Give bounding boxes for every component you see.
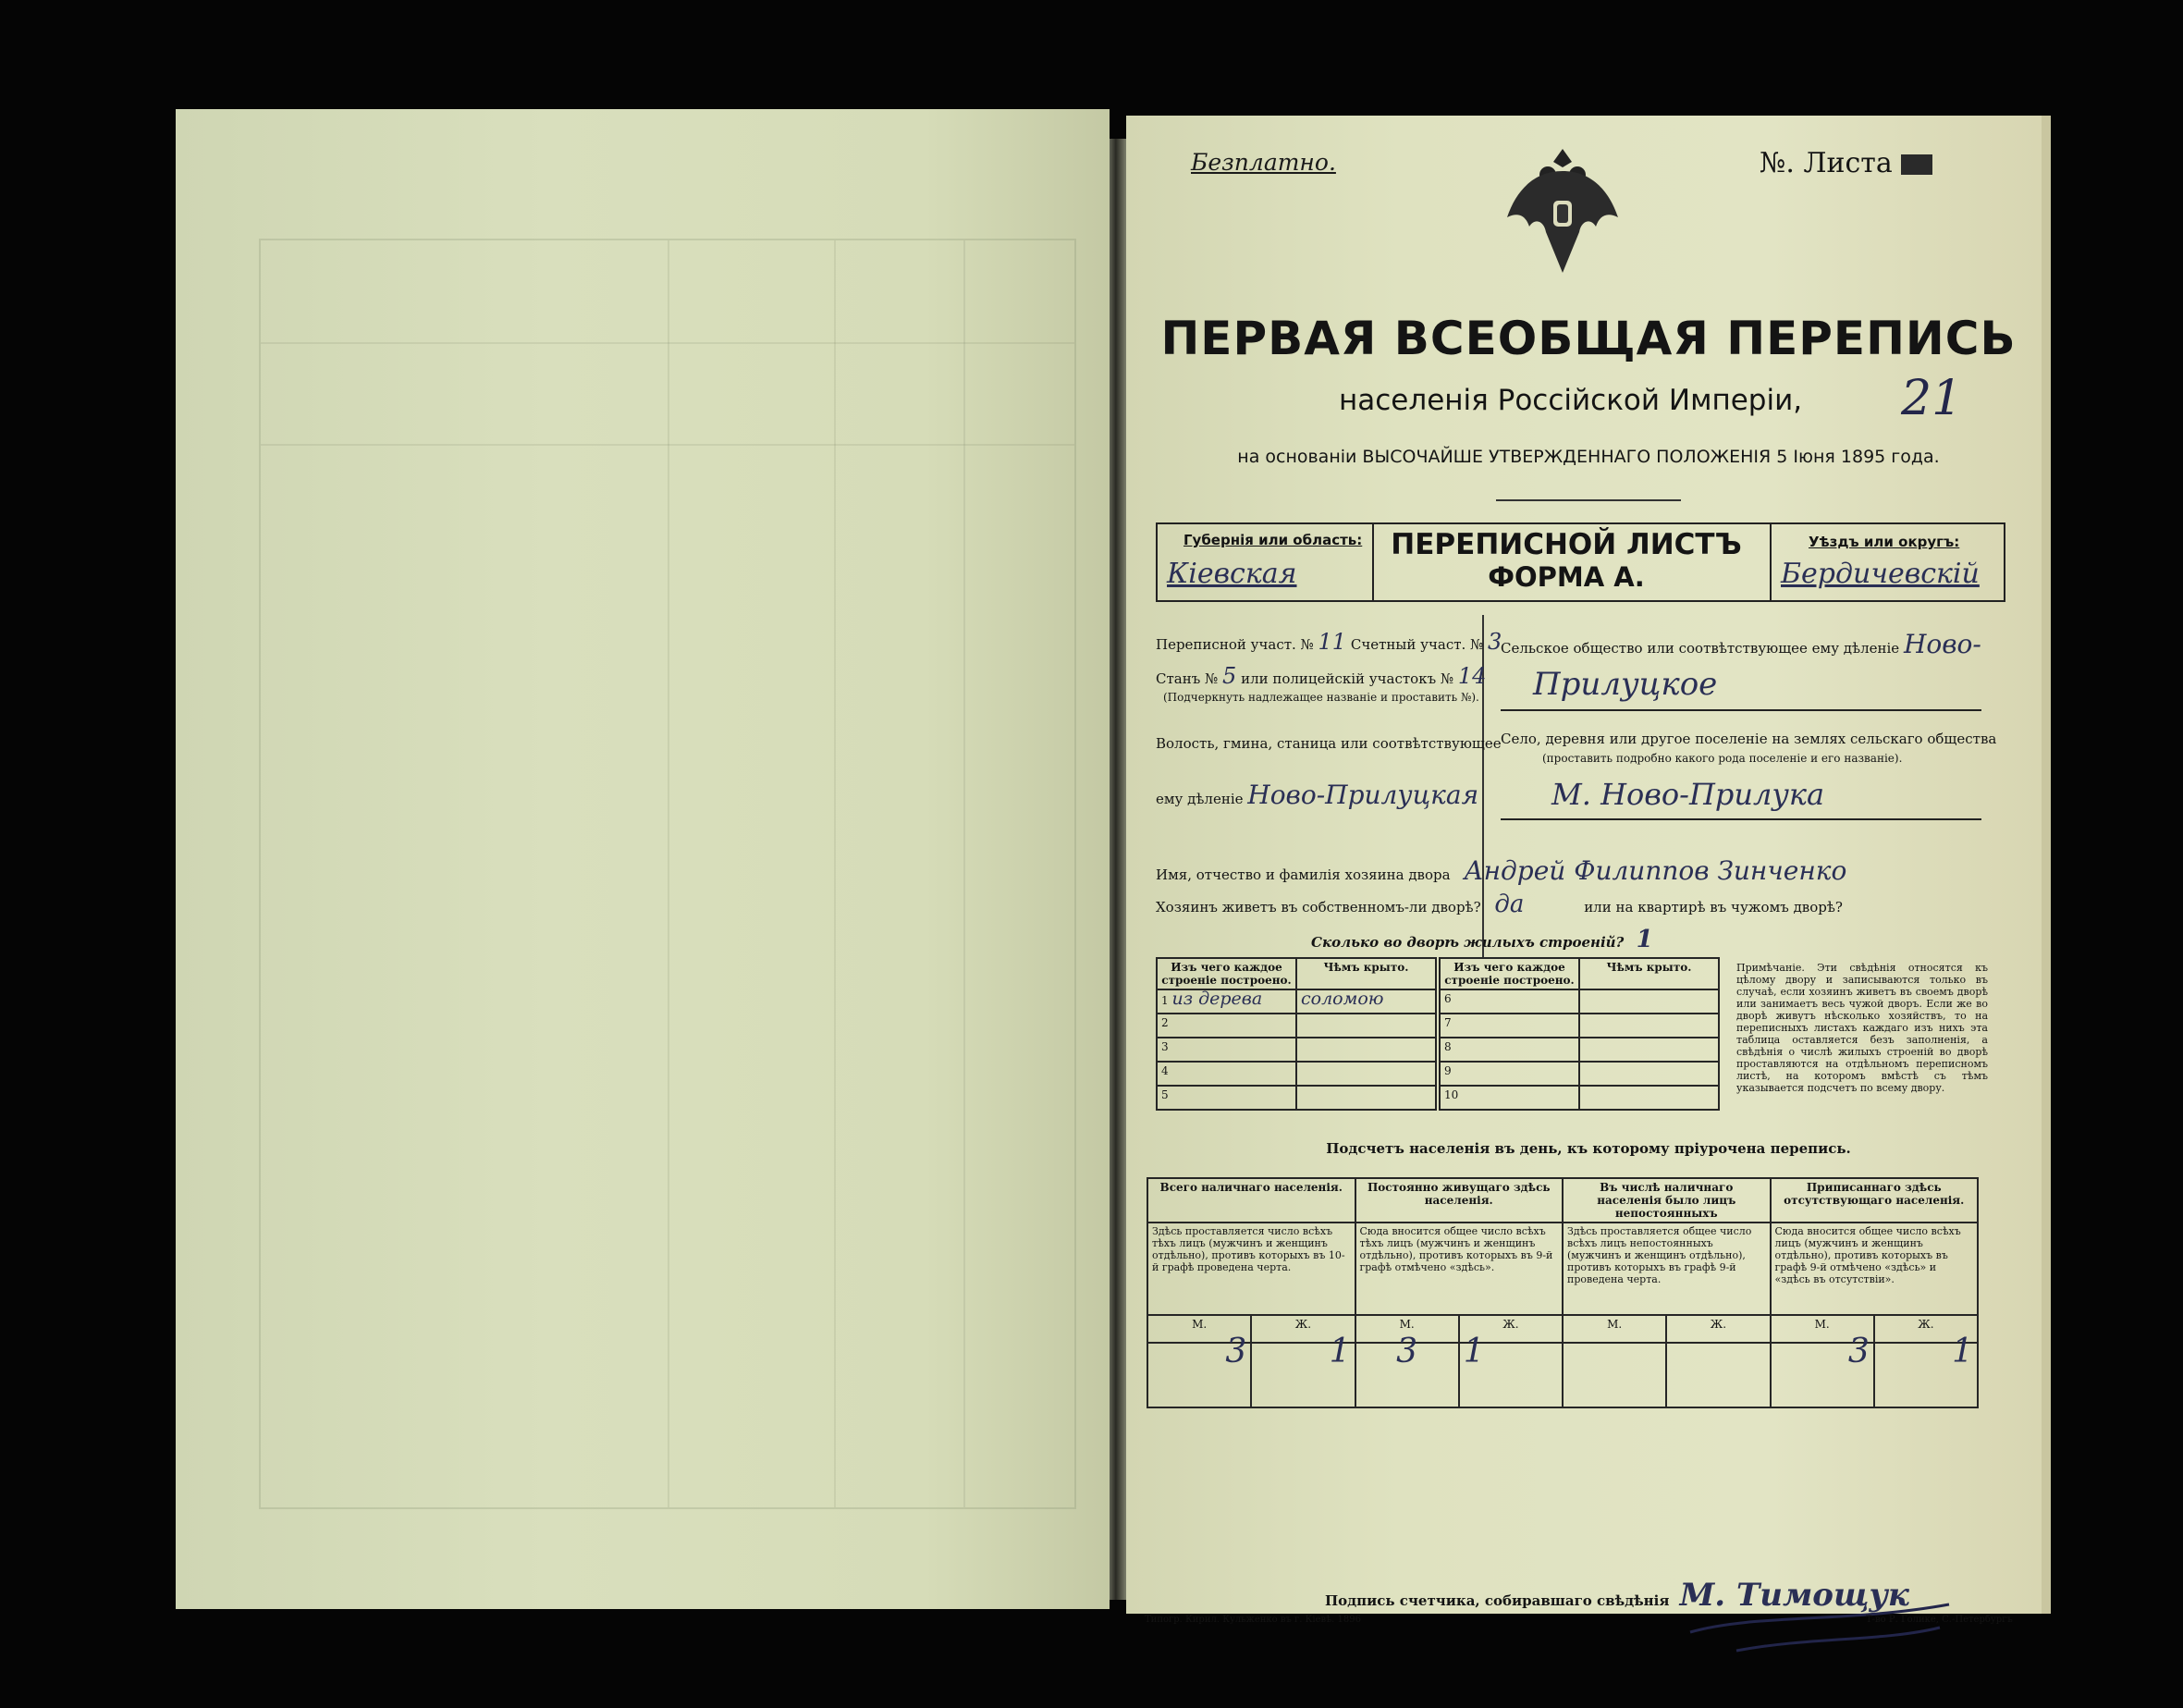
village-value: М. Ново-Прилука: [1551, 777, 1825, 812]
uezd-label: Уѣздъ или округъ:: [1809, 534, 1960, 550]
count-value-1: 3: [1147, 1343, 1251, 1407]
building-row-4-roof: [1296, 1062, 1438, 1086]
stan-label: Станъ №: [1156, 670, 1219, 687]
volost-value: Ново-Прилуцкая: [1247, 780, 1479, 810]
note-text: Примѣчаніе. Эти свѣдѣнія относятся къ цѣлому двору и записываются только въ случаѣ, если хозяинъ живетъ въ своемъ дворѣ или занимаетъ весь чужой дворъ. Если же во дворѣ живутъ нѣсколько хозяйствъ, то на переписныхъ листахъ каждаго изъ нихъ эта таблица оставляется безъ заполненія, а свѣдѣнія о числѣ жилыхъ строеній во дворѣ проставляются на отдѣльномъ переписномъ листѣ, на которомъ вмѣстѣ съ тѣмъ указывается подсчетъ по всему двору.: [1736, 962, 1988, 1094]
building-row-8: 8: [1438, 1038, 1579, 1062]
lives-line: [1156, 891, 1843, 918]
building-row-9: 9: [1438, 1062, 1579, 1086]
page-title: ПЕРВАЯ ВСЕОБЩАЯ ПЕРЕПИСЬ: [1160, 312, 2017, 365]
signature-value: М. Тимощук: [1679, 1577, 1909, 1614]
building-row-5: 5: [1157, 1086, 1296, 1110]
sheet-number: [1760, 147, 1963, 180]
count-value-5: [1563, 1343, 1666, 1407]
free-label: Безплатно.: [1191, 149, 1336, 176]
society-underline: [1501, 709, 1981, 711]
village-note: (проставить подробно какого рода поселеніе и его названіе).: [1542, 752, 1903, 765]
count-f-2: Ж.: [1459, 1315, 1563, 1343]
building-row-6: 6: [1438, 989, 1579, 1014]
census-district-value: 11: [1318, 629, 1347, 655]
count-f-3: Ж.: [1666, 1315, 1770, 1343]
count-desc-resident: Сюда вносится общее число всѣхъ тѣхъ лицъ (мужчинъ и женщинъ отдѣльно), противъ которыхъ въ 9-й графѣ отмѣчено «здѣсь».: [1355, 1223, 1564, 1315]
building-row-3-roof: [1296, 1038, 1438, 1062]
imperial-eagle-icon: [1498, 143, 1627, 282]
count-value-8: 1: [1874, 1343, 1978, 1407]
owner-label: Имя, отчество и фамилія хозяина двора: [1156, 866, 1451, 883]
lives-label: Хозяинъ живетъ въ собственномъ-ли дворѣ?: [1156, 899, 1481, 915]
ornament-divider: [1496, 499, 1681, 501]
count-district-label: Счетный участ. №: [1350, 636, 1484, 653]
buildings-label: Сколько во дворѣ жилыхъ строеній?: [1311, 934, 1625, 951]
count-m-4: М.: [1771, 1315, 1874, 1343]
society-value-1: Ново-: [1903, 629, 1981, 659]
building-row-7-roof: [1579, 1014, 1719, 1038]
signature-flourish: [1681, 1586, 1958, 1669]
building-row-1-material: 1 из дерева: [1157, 989, 1296, 1014]
signature-label: Подпись счетчика, собиравшаго свѣдѣнія: [1325, 1592, 1670, 1609]
building-row-10: 10: [1438, 1086, 1579, 1110]
count-m-2: М.: [1355, 1315, 1459, 1343]
count-f-1: Ж.: [1251, 1315, 1355, 1343]
printer-right: Т-во Р. Голике, С.-Петербургъ: [1866, 1615, 2013, 1625]
handwritten-number: 21: [1901, 371, 1963, 426]
stan-note: (Подчеркнуть надлежащее названіе и проставить №).: [1163, 691, 1479, 704]
buildings-col-material: Изъ чего каждое строеніе построено.: [1157, 958, 1296, 989]
building-row-2: 2: [1157, 1014, 1296, 1038]
building-row-2-roof: [1296, 1014, 1438, 1038]
society-line: [1501, 629, 1981, 659]
gubernia-value: Кіевская: [1167, 558, 1297, 590]
population-count-table: [1147, 1177, 1979, 1408]
buildings-table: [1156, 957, 1720, 1111]
count-m-1: М.: [1147, 1315, 1251, 1343]
count-m-3: М.: [1563, 1315, 1666, 1343]
count-desc-present: Здѣсь проставляется число всѣхъ тѣхъ лицъ (мужчинъ и женщинъ отдѣльно), противъ которыхъ въ 10-й графѣ проведена черта.: [1147, 1223, 1355, 1315]
count-value-4: 1: [1459, 1343, 1563, 1407]
census-form-page: [1126, 116, 2051, 1625]
lives-label-2: или на квартирѣ въ чужомъ дворѣ?: [1584, 899, 1843, 915]
gubernia-label: Губернія или область:: [1183, 532, 1363, 548]
owner-value: Андрей Филиппов Зинченко: [1464, 855, 1847, 886]
count-desc-temporary: Здѣсь проставляется общее число всѣхъ лицъ непостоянныхъ (мужчинъ и женщинъ отдѣльно), противъ которыхъ въ графѣ 9-й проведена черта.: [1563, 1223, 1771, 1315]
owner-line: [1156, 855, 1846, 886]
buildings-value: 1: [1636, 926, 1653, 953]
left-blank-page: [176, 109, 1110, 1609]
volost-line: [1156, 780, 1478, 810]
district-line: [1156, 629, 1502, 655]
count-header-resident: Постоянно живущаго здѣсь населенія.: [1355, 1178, 1564, 1223]
buildings-line: [1311, 926, 1653, 953]
form-title: ПЕРЕПИСНОЙ ЛИСТЪ: [1391, 528, 1742, 561]
sheet-number-label: №. Листа: [1760, 147, 1893, 179]
count-value-3: 3: [1355, 1343, 1459, 1407]
printer-left: Типогр. Кирил. Кульженко въ г. Кіевѣ. 1896: [1145, 1615, 1361, 1625]
society-label: Сельское общество или соотвѣтствующее ему дѣленіе: [1501, 640, 1900, 657]
count-f-4: Ж.: [1874, 1315, 1978, 1343]
police-label: или полицейскій участокъ №: [1241, 670, 1454, 687]
volost-label-2: ему дѣленіе: [1156, 791, 1244, 807]
building-row-4: 4: [1157, 1062, 1296, 1086]
building-row-10-roof: [1579, 1086, 1719, 1110]
legal-basis: на основаніи ВЫСОЧАЙШЕ УТВЕРЖДЕННАГО ПОЛОЖЕНІЯ 5 Іюня 1895 года.: [1237, 447, 1940, 467]
buildings-col-roof-2: Чѣмъ крыто.: [1579, 958, 1719, 989]
uezd-value: Бердичевскій: [1781, 558, 1980, 590]
building-row-1-roof: соломою: [1296, 989, 1438, 1014]
building-row-7: 7: [1438, 1014, 1579, 1038]
building-row-6-roof: [1579, 989, 1719, 1014]
society-value-2: Прилуцкое: [1533, 666, 1718, 703]
stan-value: 5: [1222, 663, 1237, 689]
book-spine: [1108, 139, 1128, 1600]
form-header-box: [1156, 522, 2005, 602]
volost-label: Волость, гмина, станица или соотвѣтствующее: [1156, 735, 1502, 752]
count-header-absent: Приписаннаго здѣсь отсутствующаго населенія.: [1771, 1178, 1979, 1223]
building-row-9-roof: [1579, 1062, 1719, 1086]
police-value: 14: [1457, 663, 1487, 689]
census-district-label: Переписной участ. №: [1156, 636, 1314, 653]
count-district-value: 3: [1488, 629, 1502, 655]
count-header-present: Всего наличнаго населенія.: [1147, 1178, 1355, 1223]
count-section-title: Подсчетъ населенія въ день, къ которому пріурочена перепись.: [1326, 1140, 1851, 1157]
buildings-col-material-2: Изъ чего каждое строеніе построено.: [1438, 958, 1579, 989]
building-row-8-roof: [1579, 1038, 1719, 1062]
village-label: Село, деревня или другое поселеніе на землях сельскаго общества: [1501, 731, 1997, 747]
count-header-temporary: Въ числѣ наличнаго населенія было лицъ непостоянныхъ: [1563, 1178, 1771, 1223]
page-subtitle: населенія Россійской Имперіи,: [1339, 384, 1803, 417]
count-desc-absent: Сюда вносится общее число всѣхъ лицъ (мужчинъ и женщинъ отдѣльно), противъ которыхъ въ графѣ 9-й отмѣчено «здѣсь» и «здѣсь въ отсутствіи».: [1771, 1223, 1979, 1315]
form-letter: ФОРМА А.: [1488, 561, 1645, 593]
buildings-col-roof: Чѣмъ крыто.: [1296, 958, 1438, 989]
building-row-3: 3: [1157, 1038, 1296, 1062]
stan-line: [1156, 663, 1486, 689]
count-value-7: 3: [1771, 1343, 1874, 1407]
building-row-5-roof: [1296, 1086, 1438, 1110]
count-value-6: [1666, 1343, 1770, 1407]
sheet-number-blot: [1901, 154, 1932, 175]
show-through-ruling: [259, 239, 1076, 1509]
count-value-2: 1: [1251, 1343, 1355, 1407]
village-underline: [1501, 818, 1981, 820]
lives-value: да: [1494, 891, 1525, 918]
